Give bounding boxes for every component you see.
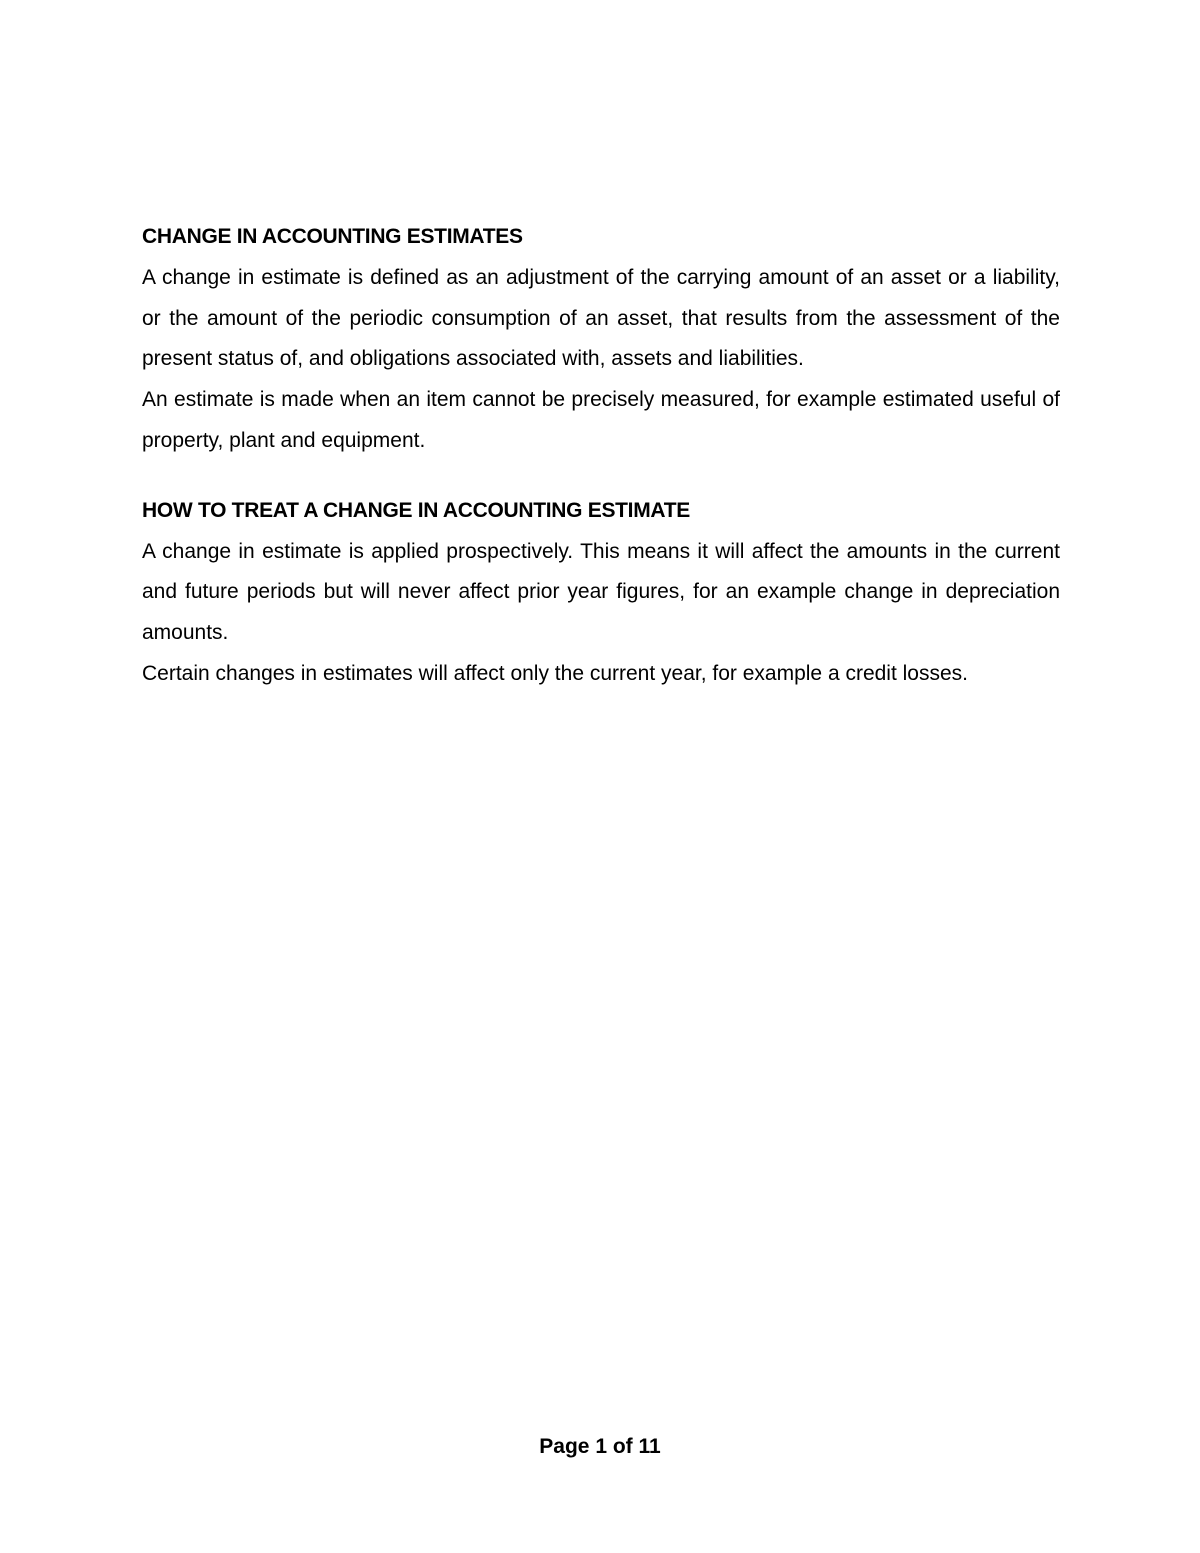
section-heading-how-to-treat: HOW TO TREAT A CHANGE IN ACCOUNTING ESTIMATE [142,498,690,522]
paragraph-estimate-example: An estimate is made when an item cannot be precisely measured, for example estimated useful of property, plant and equipment. [142,388,1060,452]
paragraph-definition: A change in estimate is defined as an adjustment of the carrying amount of an asset or a liability, or the amount of the periodic consumption of an asset, that results from the assessment of the present status of, and obligations associated with, assets and liabilities. [142,266,1060,371]
paragraph-current-year: Certain changes in estimates will affect only the current year, for example a credit losses. [142,661,969,685]
paragraph-prospective: A change in estimate is applied prospectively. This means it will affect the amounts in the current and future periods but will never affect prior year figures, for an example change in depreciation amounts. [142,539,1060,644]
section-spacer [142,462,1060,496]
section-heading-change-in-estimates: CHANGE IN ACCOUNTING ESTIMATES [142,225,523,248]
page-number-footer: Page 1 of 11 [539,1435,661,1458]
page-content [142,222,1060,694]
